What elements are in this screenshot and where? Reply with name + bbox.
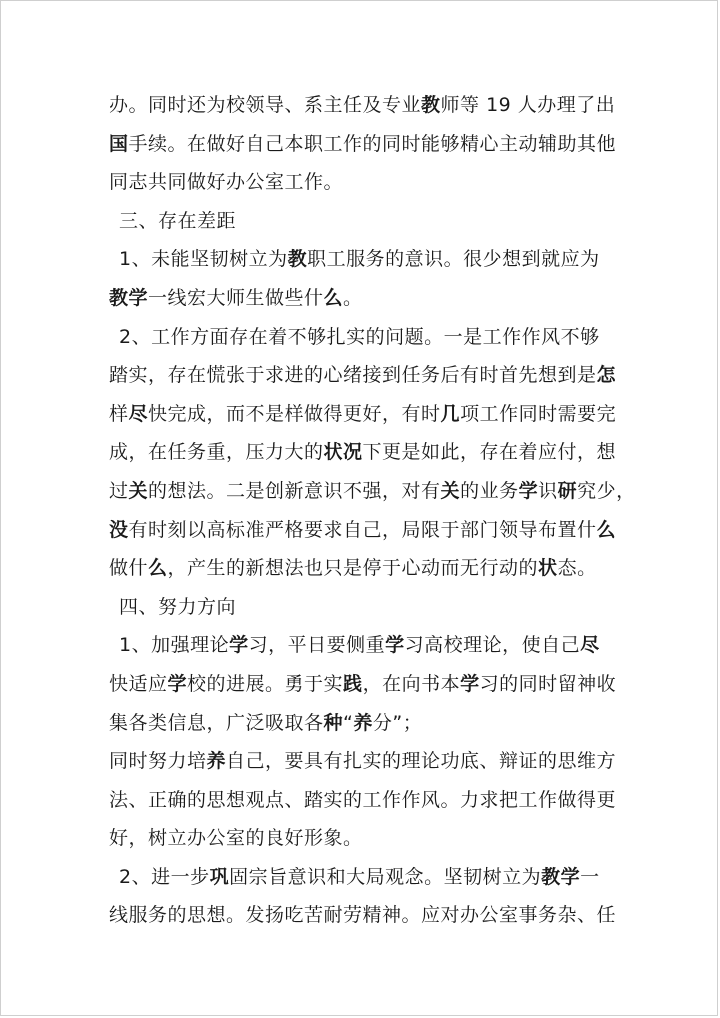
bold-text-segment: 尽	[128, 402, 149, 425]
text-line	[109, 588, 615, 627]
text-line	[109, 163, 615, 202]
bold-text-segment: 学	[460, 672, 480, 695]
bold-text-segment: 么	[323, 286, 344, 309]
text-segment: 2、工作方面存在着不够扎实的问题。一是工作作风不够	[119, 325, 600, 348]
text-segment: 法、正确的思想观点、踏实的工作作风。力求把工作做得更	[109, 788, 617, 811]
bold-text-segment: 么	[596, 518, 617, 541]
text-segment: 项工作同时需要完	[460, 402, 617, 425]
text-line	[109, 704, 615, 743]
text-line	[109, 318, 615, 357]
text-line	[109, 395, 615, 434]
text-segment: 有时刻以高标准严格要求自己，局限于部门领导布置什	[128, 518, 597, 541]
text-segment: 1、未能坚韧树立为	[119, 248, 288, 271]
text-line	[109, 125, 615, 164]
bold-text-segment: 么	[148, 557, 168, 580]
bold-text-segment: 状况	[323, 441, 363, 464]
bold-text-segment: 研	[557, 479, 578, 502]
bold-text-segment: 养	[353, 711, 373, 734]
text-line	[109, 626, 615, 665]
text-segment: 分”；	[372, 711, 423, 734]
text-line	[109, 511, 615, 550]
bold-text-segment: 关	[440, 479, 461, 502]
text-segment: 做什	[109, 557, 149, 580]
text-segment: 。	[343, 286, 363, 309]
bold-text-segment: 国	[109, 132, 129, 155]
bold-text-segment: 尽	[580, 634, 600, 657]
text-segment: 习的同时留神收	[479, 672, 617, 695]
text-line	[109, 549, 615, 588]
text-segment: 态。	[557, 557, 597, 580]
text-segment: 的业务	[460, 479, 519, 502]
bold-text-segment: 教学	[109, 286, 149, 309]
bold-text-segment: 没	[109, 518, 129, 541]
text-line	[109, 781, 615, 820]
bold-text-segment: 怎	[596, 364, 617, 387]
text-segment: 快完成，而不是样做得更好，有时	[148, 402, 441, 425]
text-segment: 习高校理论，使自己	[404, 634, 581, 657]
text-segment: 好，树立办公室的良好形象。	[109, 827, 363, 850]
text-line	[109, 279, 615, 318]
text-segment: “	[343, 711, 354, 734]
bold-text-segment: 教学	[541, 865, 581, 888]
bold-text-segment: 种	[323, 711, 344, 734]
text-line	[109, 665, 615, 704]
bold-text-segment: 几	[440, 402, 461, 425]
text-segment: 同时努力培	[109, 750, 207, 773]
text-line	[109, 240, 615, 279]
bold-text-segment: 养	[206, 750, 227, 773]
text-segment: 一	[580, 865, 600, 888]
text-segment: 快适应	[109, 672, 168, 695]
text-segment: 校的进展。勇于实	[187, 672, 344, 695]
text-line	[109, 819, 615, 858]
text-segment: 三、存在差距	[119, 209, 237, 232]
text-segment: 集各类信息，广泛吸取各	[109, 711, 324, 734]
text-segment: 样	[109, 402, 129, 425]
text-segment: 同志共同做好办公室工作。	[109, 171, 344, 194]
text-line	[109, 202, 615, 241]
text-segment: 四、努力方向	[119, 595, 237, 618]
text-line	[109, 472, 636, 511]
bold-text-segment: 关	[128, 479, 149, 502]
text-segment: 自己，要具有扎实的理论功底、辩证的思维方	[226, 750, 617, 773]
bold-text-segment: 状	[538, 557, 558, 580]
text-line	[109, 86, 615, 125]
text-segment: 职工服务的意识。很少想到就应为	[307, 248, 600, 271]
bold-text-segment: 学	[385, 634, 405, 657]
text-segment: 固宗旨意识和大局观念。坚韧树立为	[229, 865, 542, 888]
text-segment: 一线宏大师生做些什	[148, 286, 324, 309]
text-line	[109, 896, 615, 935]
text-line	[109, 356, 615, 395]
text-segment: 成，在任务重，压力大的	[109, 441, 324, 464]
bold-text-segment: 践	[343, 672, 363, 695]
bold-text-segment: 学	[518, 479, 539, 502]
text-segment: 习，平日要侧重	[248, 634, 386, 657]
text-segment: 师等 19 人办理了出	[440, 94, 616, 116]
text-segment: 手续。在做好自己本职工作的同时能够精心主动辅助其他	[128, 132, 617, 155]
text-line	[109, 433, 615, 472]
bold-text-segment: 教	[287, 248, 308, 271]
text-segment: ，产生的新想法也只是停于心动而无行动的	[167, 557, 539, 580]
text-line	[109, 858, 615, 897]
bold-text-segment: 学	[229, 634, 249, 657]
text-line	[109, 742, 615, 781]
text-segment: 的想法。二是创新意识不强，对有	[148, 479, 441, 502]
text-segment: 办。同时还为校领导、系主任及专业	[109, 94, 422, 116]
bold-text-segment: 教	[421, 94, 441, 116]
text-segment: 踏实，存在慌张于求进的心绪接到任务后有时首先想到是	[109, 364, 597, 387]
text-segment: 过	[109, 479, 129, 502]
text-segment: 线服务的思想。发扬吃苦耐劳精神。应对办公室事务杂、任	[109, 904, 617, 927]
text-segment: ，在向书本	[362, 672, 461, 695]
text-segment: 1、加强理论	[119, 634, 230, 657]
text-segment: 下更是如此，存在着应付，想	[362, 441, 617, 464]
text-segment: 2、进一步	[119, 865, 210, 888]
text-segment: 识	[538, 479, 558, 502]
text-segment: 究少，	[577, 479, 636, 502]
document-body	[109, 86, 636, 935]
bold-text-segment: 巩	[209, 865, 230, 888]
bold-text-segment: 学	[167, 672, 188, 695]
